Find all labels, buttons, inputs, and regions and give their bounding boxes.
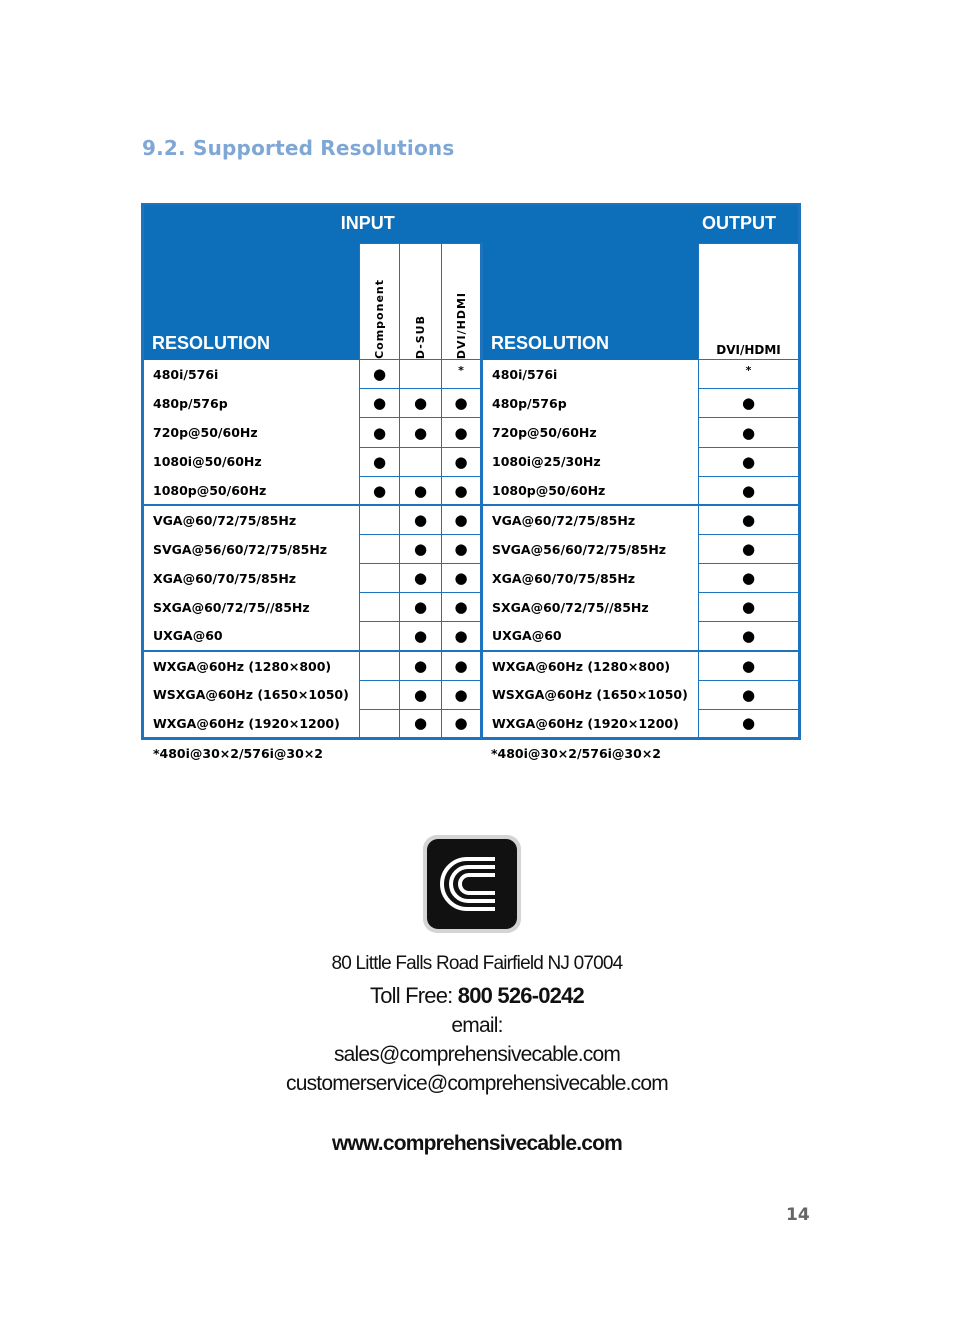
dvi-hdmi-output-support-cell: ● <box>699 564 800 593</box>
table-row <box>143 709 800 738</box>
table-row <box>143 389 800 418</box>
dvi-hdmi-input-support-cell: ● <box>442 651 482 680</box>
table-row <box>143 564 800 593</box>
input-resolution-cell: XGA@60/70/75/85Hz <box>143 564 360 593</box>
table-row <box>143 418 800 447</box>
output-resolution-cell: SXGA@60/72/75//85Hz <box>482 593 699 622</box>
component-support-cell <box>360 593 400 622</box>
output-resolution-cell: 1080p@50/60Hz <box>482 476 699 505</box>
dvi-hdmi-input-support-cell: ● <box>442 476 482 505</box>
dvi-hdmi-input-column-header: DVI/HDMI <box>442 243 482 360</box>
dvi-hdmi-input-support-cell: ● <box>442 505 482 534</box>
component-support-cell <box>360 651 400 680</box>
output-footnote: *480i@30×2/576i@30×2 <box>491 746 661 761</box>
input-footnote: *480i@30×2/576i@30×2 <box>153 746 323 761</box>
input-resolution-cell: 1080i@50/60Hz <box>143 447 360 476</box>
component-support-cell: ● <box>360 447 400 476</box>
website-link[interactable]: www.comprehensivecable.com <box>331 1132 623 1155</box>
input-resolution-cell: SVGA@56/60/72/75/85Hz <box>143 534 360 563</box>
table-row <box>143 593 800 622</box>
table-row <box>143 447 800 476</box>
input-resolution-cell: 720p@50/60Hz <box>143 418 360 447</box>
component-support-cell: ● <box>360 476 400 505</box>
dvi-hdmi-input-support-cell: * <box>442 360 482 389</box>
comprehensive-c-logo-icon <box>423 835 521 933</box>
dvi-hdmi-input-support-cell: ● <box>442 534 482 563</box>
component-support-cell: ● <box>360 360 400 389</box>
component-support-cell: ● <box>360 389 400 418</box>
dvi-hdmi-output-support-cell: ● <box>699 534 800 563</box>
dvi-hdmi-output-support-cell: ● <box>699 476 800 505</box>
output-resolution-cell: WXGA@60Hz (1280×800) <box>482 651 699 680</box>
output-resolution-cell: WSXGA@60Hz (1650×1050) <box>482 680 699 709</box>
toll-free-line <box>0 983 954 1009</box>
dsub-support-cell <box>400 447 442 476</box>
dsub-support-cell: ● <box>400 476 442 505</box>
dvi-hdmi-input-support-cell: ● <box>442 564 482 593</box>
dsub-support-cell: ● <box>400 505 442 534</box>
toll-free-number: 800 526-0242 <box>457 983 584 1008</box>
output-resolution-header: RESOLUTION <box>482 243 699 360</box>
dvi-hdmi-output-support-cell: ● <box>699 505 800 534</box>
input-resolution-cell: 1080p@50/60Hz <box>143 476 360 505</box>
address: 80 Little Falls Road Fairfield NJ 07004 <box>331 953 623 974</box>
output-resolution-cell: XGA@60/70/75/85Hz <box>482 564 699 593</box>
component-support-cell <box>360 534 400 563</box>
dvi-hdmi-output-support-cell: ● <box>699 418 800 447</box>
input-resolution-cell: 480p/576p <box>143 389 360 418</box>
service-email-link[interactable]: customerservice@comprehensivecable.com <box>286 1072 668 1095</box>
input-resolution-cell: SXGA@60/72/75//85Hz <box>143 593 360 622</box>
input-resolution-cell: WSXGA@60Hz (1650×1050) <box>143 680 360 709</box>
output-resolution-cell: 1080i@25/30Hz <box>482 447 699 476</box>
dvi-hdmi-output-support-cell: ● <box>699 447 800 476</box>
dvi-hdmi-input-support-cell: ● <box>442 709 482 738</box>
dsub-support-cell: ● <box>400 593 442 622</box>
dsub-column-header: D-SUB <box>400 243 442 360</box>
table-row <box>143 680 800 709</box>
dvi-hdmi-output-support-cell: * <box>699 360 800 389</box>
email-label: email: <box>451 1014 503 1037</box>
dsub-support-cell <box>400 360 442 389</box>
input-header: INPUT <box>143 204 482 243</box>
component-support-cell <box>360 564 400 593</box>
component-support-cell <box>360 709 400 738</box>
dsub-support-cell: ● <box>400 709 442 738</box>
dsub-support-cell: ● <box>400 534 442 563</box>
component-support-cell <box>360 622 400 651</box>
input-resolution-header: RESOLUTION <box>143 243 360 360</box>
output-resolution-cell: SVGA@56/60/72/75/85Hz <box>482 534 699 563</box>
dsub-support-cell: ● <box>400 418 442 447</box>
input-resolution-cell: 480i/576i <box>143 360 360 389</box>
dvi-hdmi-output-support-cell: ● <box>699 709 800 738</box>
dvi-hdmi-input-support-cell: ● <box>442 622 482 651</box>
dsub-support-cell: ● <box>400 680 442 709</box>
dvi-hdmi-output-column-header: DVI/HDMI <box>699 243 800 360</box>
input-resolution-cell: VGA@60/72/75/85Hz <box>143 505 360 534</box>
component-support-cell <box>360 680 400 709</box>
table-row <box>143 360 800 389</box>
output-resolution-cell: 480i/576i <box>482 360 699 389</box>
input-resolution-cell: UXGA@60 <box>143 622 360 651</box>
dsub-support-cell: ● <box>400 564 442 593</box>
dvi-hdmi-output-support-cell: ● <box>699 651 800 680</box>
input-resolution-cell: WXGA@60Hz (1280×800) <box>143 651 360 680</box>
dvi-hdmi-output-support-cell: ● <box>699 680 800 709</box>
sales-email-link[interactable]: sales@comprehensivecable.com <box>333 1043 621 1066</box>
section-title: 9.2. Supported Resolutions <box>142 136 455 160</box>
table-row <box>143 622 800 651</box>
table-row <box>143 505 800 534</box>
table-row <box>143 651 800 680</box>
output-resolution-cell: UXGA@60 <box>482 622 699 651</box>
supported-resolutions-table <box>141 203 801 740</box>
component-column-header: Component <box>360 243 400 360</box>
input-resolution-cell: WXGA@60Hz (1920×1200) <box>143 709 360 738</box>
toll-free-label: Toll Free: <box>370 983 453 1008</box>
output-header: OUTPUT <box>482 204 800 243</box>
output-resolution-cell: 720p@50/60Hz <box>482 418 699 447</box>
output-resolution-cell: WXGA@60Hz (1920×1200) <box>482 709 699 738</box>
dvi-hdmi-input-support-cell: ● <box>442 418 482 447</box>
component-support-cell: ● <box>360 418 400 447</box>
dvi-hdmi-output-support-cell: ● <box>699 389 800 418</box>
dvi-hdmi-input-support-cell: ● <box>442 680 482 709</box>
dvi-hdmi-output-support-cell: ● <box>699 622 800 651</box>
dvi-hdmi-input-support-cell: ● <box>442 593 482 622</box>
dsub-support-cell: ● <box>400 389 442 418</box>
table-row <box>143 476 800 505</box>
dvi-hdmi-input-support-cell: ● <box>442 389 482 418</box>
dsub-support-cell: ● <box>400 622 442 651</box>
component-support-cell <box>360 505 400 534</box>
dvi-hdmi-output-support-cell: ● <box>699 593 800 622</box>
output-resolution-cell: 480p/576p <box>482 389 699 418</box>
output-resolution-cell: VGA@60/72/75/85Hz <box>482 505 699 534</box>
page-number: 14 <box>786 1205 810 1225</box>
dvi-hdmi-input-support-cell: ● <box>442 447 482 476</box>
table-row <box>143 534 800 563</box>
dsub-support-cell: ● <box>400 651 442 680</box>
